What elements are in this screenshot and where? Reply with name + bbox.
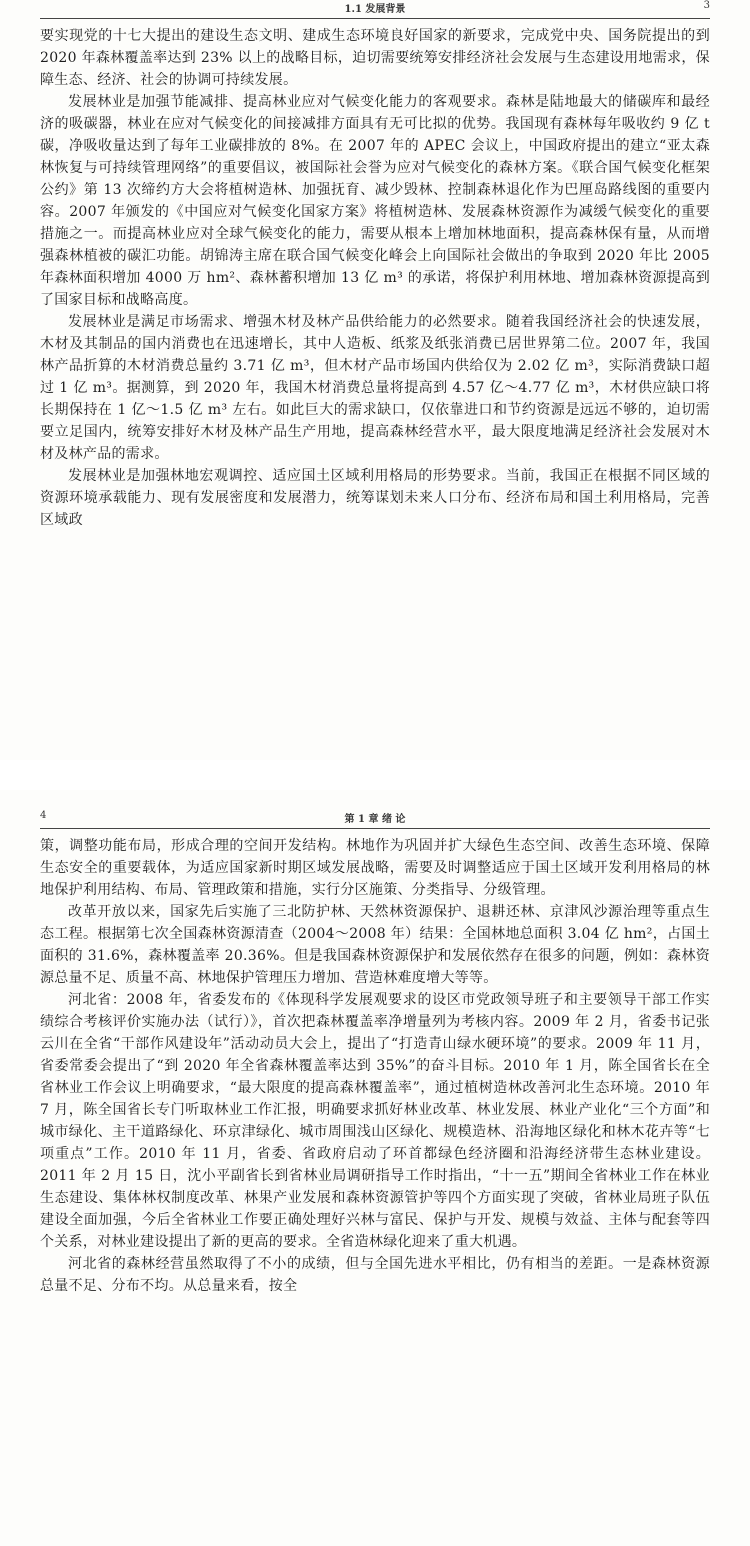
paragraph: 发展林业是加强节能减排、提高林业应对气候变化能力的客观要求。森林是陆地最大的储碳库和最经济的吸碳器，林业在应对气候变化的间接减排方面具有无可比拟的优势。我国现有森林每年吸收约 9 亿 t 碳，净吸收量达到了每年工业碳排放的 8%。在 2007 年的 APEC 会议上，中国政府提出的建立“亚太森林恢复与可持续管理网络”的重要倡议，被国际社会誉为应对气候变化的森林方案。《联合国气候变化框架公约》第 13 次缔约方大会将植树造林、加强抚育、减少毁林、控制森林退化作为巴厘岛路线图的重要内容。2007 年颁发的《中国应对气候变化国家方案》将植树造林、发展森林资源作为减缓气候变化的重要措施之一。而提高林业应对全球气候变化的能力，需要从根本上增加林地面积，提高森林保有量，从而增强森林植被的碳汇功能。胡锦涛主席在联合国气候变化峰会上向国际社会做出的争取到 2020 年比 2005 年森林面积增加 4000 万 hm²、森林蓄积增加 13 亿 m³ 的承诺，将保护利用林地、增加森林资源提高到了国家目标和战略高度。 (40, 94, 710, 308)
paragraph: 河北省的森林经营虽然取得了不小的成绩，但与全国先进水平相比，仍有相当的差距。一是森林资源总量不足、分布不均。从总量来看，按全 (40, 1256, 710, 1294)
page-top (0, 0, 750, 760)
page-number: 3 (703, 0, 710, 11)
page-number: 4 (40, 810, 47, 821)
paragraph: 发展林业是加强林地宏观调控、适应国土区域利用格局的形势要求。当前，我国正在根据不同区域的资源环境承载能力、现有发展密度和发展潜力，统筹谋划未来人口分布、经济布局和国土利用格局，完善区域政 (40, 468, 710, 528)
paragraph: 策，调整功能布局，形成合理的空间开发结构。林地作为巩固并扩大绿色生态空间、改善生态环境、保障生态安全的重要载体，为适应国家新时期区域发展战略，需要及时调整适应于国土区域开发利用格局的林地保护利用结构、布局、管理政策和措施，实行分区施策、分类指导、分级管理。 (40, 838, 710, 898)
header-rule (40, 828, 710, 829)
header-title: 1.1 发展背景 (344, 4, 406, 15)
paragraph: 发展林业是满足市场需求、增强木材及林产品供给能力的必然要求。随着我国经济社会的快速发展，木材及其制品的国内消费也在迅速增长，其中人造板、纸浆及纸张消费已居世界第二位。2007 年，我国林产品折算的木材消费总量约 3.71 亿 m³，但木材产品市场国内供给仅为 2.02 亿 m³，实际消费缺口超过 1 亿 m³。据测算，到 2020 年，我国木材消费总量将提高到 4.57 亿～4.77 亿 m³，木材供应缺口将长期保持在 1 亿～1.5 亿 m³ 左右。如此巨大的需求缺口，仅依靠进口和节约资源是远远不够的，迫切需要立足国内，统筹安排好木材及林产品生产用地，提高森林经营水平，最大限度地满足经济社会发展对木材及林产品的需求。 (40, 314, 710, 462)
running-header (40, 810, 710, 826)
paragraph: 要实现党的十七大提出的建设生态文明、建成生态环境良好国家的新要求，完成党中央、国务院提出的到 2020 年森林覆盖率达到 23% 以上的战略目标，迫切需要统筹安排经济社会发展与生态建设用地需求，保障生态、经济、社会的协调可持续发展。 (40, 28, 710, 88)
paragraph: 改革开放以来，国家先后实施了三北防护林、天然林资源保护、退耕还林、京津风沙源治理等重点生态工程。根据第七次全国森林资源清查（2004～2008 年）结果：全国林地总面积 3.04 亿 hm²，占国土面积的 31.6%，森林覆盖率 20.36%。但是我国森林资源保护和发展依然存在很多的问题，例如：森林资源总量不足、质量不高、林地保护管理压力增加、营造林难度增大等等。 (40, 904, 710, 986)
header-title: 第 1 章 绪 论 (344, 814, 406, 825)
page-bottom (0, 790, 750, 1546)
page-gap (0, 760, 750, 790)
paragraph: 河北省：2008 年，省委发布的《体现科学发展观要求的设区市党政领导班子和主要领导干部工作实绩综合考核评价实施办法（试行）》，首次把森林覆盖率净增量列为考核内容。2009 年 2 月，省委书记张云川在全省“干部作风建设年”活动动员大会上，提出了“打造青山绿水硬环境”的要求。2009 年 11 月，省委常委会提出了“到 2020 年全省森林覆盖率达到 35%”的奋斗目标。2010 年 1 月，陈全国省长在全省林业工作会议上明确要求，“最大限度的提高森林覆盖率”，通过植树造林改善河北生态环境。2010 年 7 月，陈全国省长专门听取林业工作汇报，明确要求抓好林业改革、林业发展、林业产业化“三个方面”和城市绿化、主干道路绿化、环京津绿化、城市周围浅山区绿化、规模造林、沿海地区绿化和林木花卉等“七项重点”工作。2010 年 11 月，省委、省政府启动了环首都绿色经济圈和沿海经济带生态林业建设。2011 年 2 月 15 日，沈小平副省长到省林业局调研指导工作时指出，“十一五”期间全省林业工作在林业生态建设、集体林权制度改革、林果产业发展和森林资源管护等四个方面实现了突破，省林业局班子队伍建设全面加强，今后全省林业工作要正确处理好兴林与富民、保护与开发、规模与效益、主体与配套等四个关系，对林业建设提出了新的更高的要求。全省造林绿化迎来了重大机遇。 (40, 992, 710, 1250)
running-header (40, 0, 710, 16)
header-rule (40, 18, 710, 19)
